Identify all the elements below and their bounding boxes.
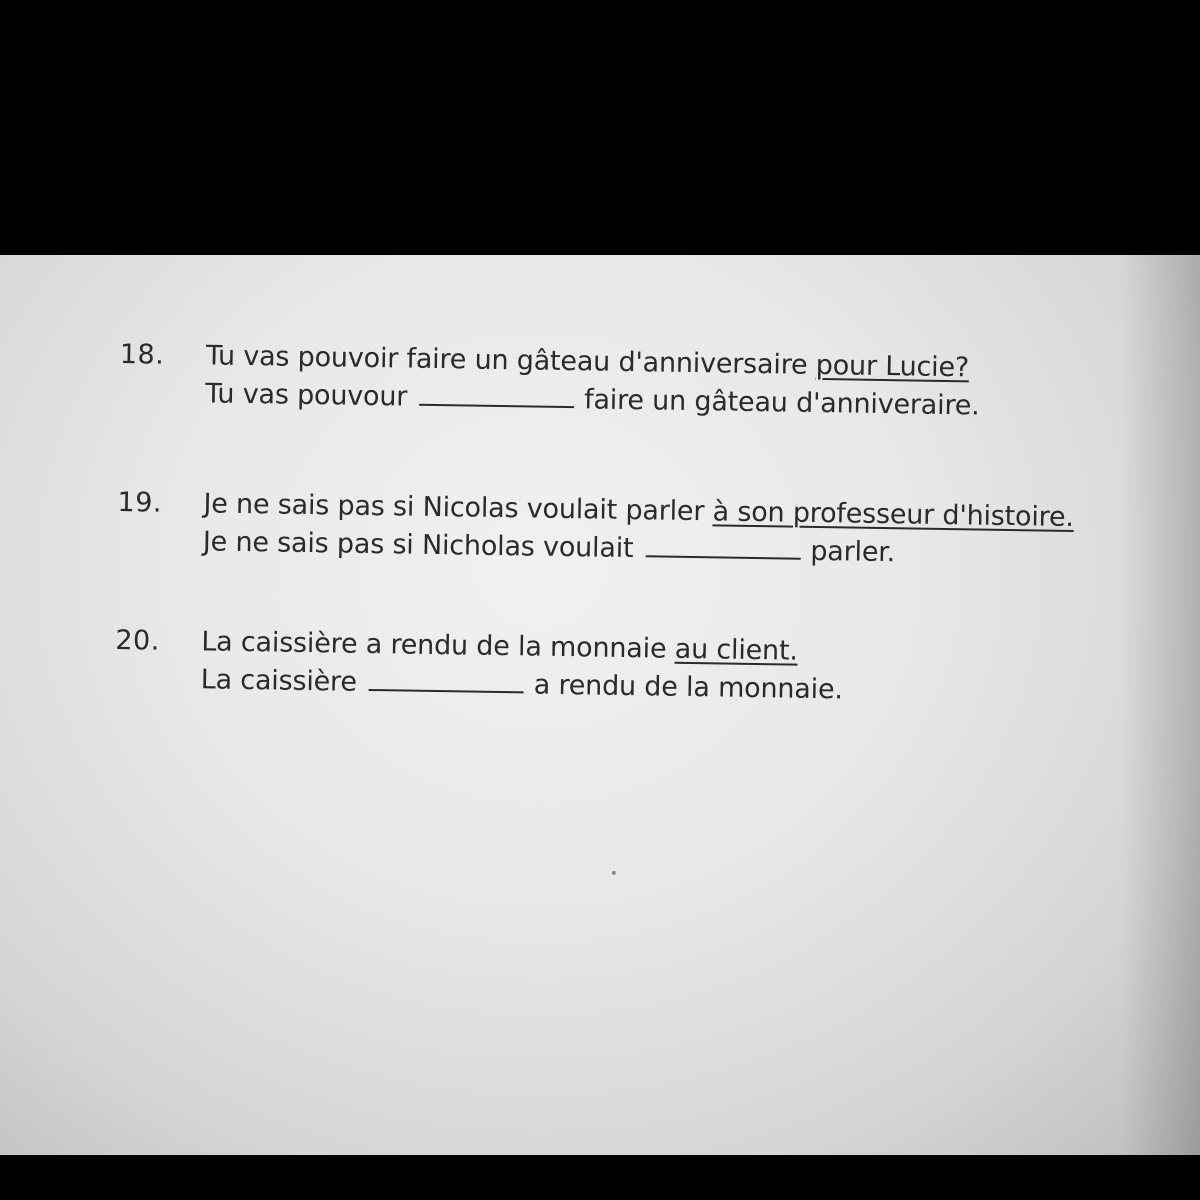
underlined-phrase: au client.	[674, 633, 798, 667]
sentence-text: La caissière a rendu de la monnaie	[201, 626, 667, 665]
paper-speck	[612, 871, 616, 875]
answer-suffix: parler.	[810, 535, 896, 569]
answer-suffix: a rendu de la monnaie.	[533, 669, 843, 706]
answer-sentence	[203, 526, 896, 568]
answer-prefix: La caissière	[200, 664, 358, 698]
answer-sentence	[201, 664, 843, 705]
item-number: 18.	[119, 339, 165, 371]
answer-blank[interactable]	[645, 554, 800, 559]
answer-suffix: faire un gâteau d'anniveraire.	[583, 384, 980, 422]
exercise-item-20	[115, 624, 1116, 706]
answer-sentence	[205, 378, 980, 421]
answer-prefix: Je ne sais pas si Nicholas voulait	[202, 526, 634, 565]
original-sentence	[203, 488, 1074, 533]
sentence-text: Je ne sais pas si Nicolas voulait parler	[203, 488, 705, 528]
underlined-phrase: pour Lucie?	[815, 349, 970, 384]
sentence-text: Tu vas pouvoir faire un gâteau d'anniversaire	[205, 340, 808, 381]
original-sentence	[201, 626, 798, 666]
exercise-item-19	[117, 486, 1118, 569]
exercise-item-18	[119, 339, 1120, 422]
worksheet-page	[0, 255, 1200, 1155]
underlined-phrase: à son professeur d'histoire.	[712, 496, 1075, 534]
exercise-list	[0, 253, 1200, 1172]
answer-prefix: Tu vas pouvour	[204, 378, 408, 413]
item-number: 20.	[115, 624, 161, 657]
item-number: 19.	[117, 486, 163, 519]
original-sentence	[206, 340, 970, 383]
answer-blank[interactable]	[419, 403, 574, 408]
answer-blank[interactable]	[369, 688, 524, 693]
